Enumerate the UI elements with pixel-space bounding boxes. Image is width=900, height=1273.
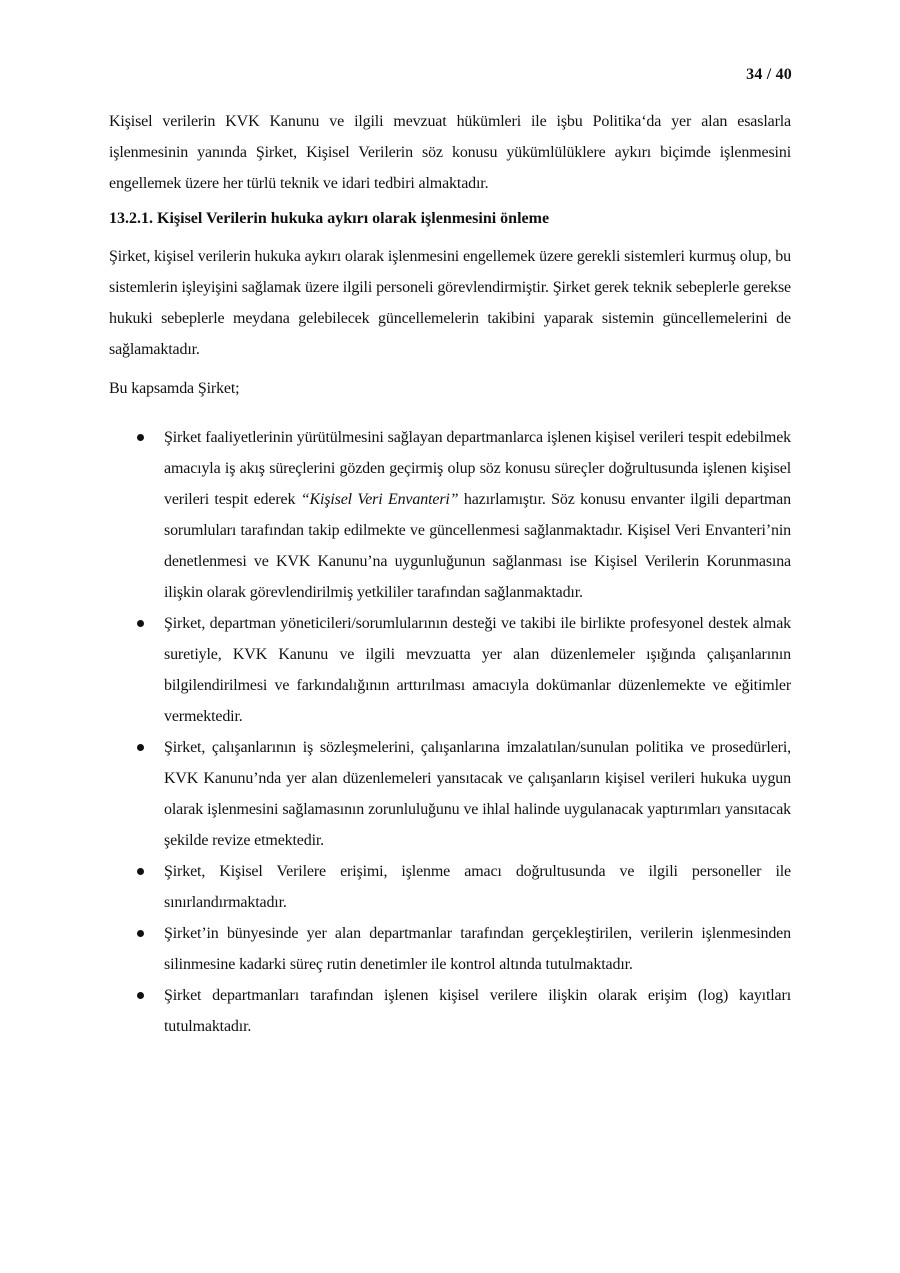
list-item [109,732,791,856]
list-item [109,918,791,980]
list-item-text: Şirket departmanları tarafından işlenen kişisel verilere ilişkin olarak erişim (log) kayıtları tutulmaktadır. [164,987,791,1035]
list-item [109,422,791,608]
list-item [109,980,791,1042]
list-item-text: Şirket, Kişisel Verilere erişimi, işlenme amacı doğrultusunda ve ilgili personeller ile sınırlandırmaktadır. [164,863,791,911]
page-content [109,106,791,1042]
page-number: 34 / 40 [746,66,792,83]
section-paragraph: Şirket, kişisel verilerin hukuka aykırı olarak işlenmesini engellemek üzere gerekli sistemleri kurmuş olup, bu sistemlerin işleyişini sağlamak üzere ilgili personeli görevlendirmiştir. Şirket gerek teknik sebeplerle gerekse hukuki sebeplerle meydana gelebilecek güncellemelerin takibini yaparak sistemin güncellemelerini de sağlamaktadır. [109,248,791,358]
intro-paragraph: Kişisel verilerin KVK Kanunu ve ilgili mevzuat hükümleri ile işbu Politika‘da yer alan esaslarla işlenmesinin yanında Şirket, Kişisel Verilerin söz konusu yükümlülüklere aykırı biçimde işlenmesini engellemek üzere her türlü teknik ve idari tedbiri almaktadır. [109,113,791,192]
bullet-icon [137,434,144,441]
list-item [109,856,791,918]
list-item-text-part: Şirket faaliyetlerinin yürütülmesini sağlayan departmanlarca işlenen kişisel verileri tespit edebilmek amacıyla iş akış süreçlerini gözden geçirmiş olup söz konusu süreçler doğrultusunda işlenen kişisel verileri tespit ederek [164,429,791,508]
bullet-icon [137,620,144,627]
list-item-text: Şirket’in bünyesinde yer alan departmanlar tarafından gerçekleştirilen, verilerin işlenmesinden silinmesine kadarki süreç rutin denetimler ile kontrol altında tutulmaktadır. [164,925,791,973]
list-item [109,608,791,732]
list-item-text: Şirket, departman yöneticileri/sorumlularının desteği ve takibi ile birlikte profesyonel destek almak suretiyle, KVK Kanunu ve ilgili mevzuatta yer alan düzenlemeler ışığında çalışanlarının bilgilendirilmesi ve farkındalığının arttırılması amacıyla dokümanlar düzenlemekte ve eğitimler vermektedir. [164,615,791,725]
list-item-text: Şirket, çalışanlarının iş sözleşmelerini, çalışanlarına imzalatılan/sunulan politika ve prosedürleri, KVK Kanunu’nda yer alan düzenlemeleri yansıtacak ve çalışanların kişisel verileri hukuka uygun olarak işlenmesini sağlamasının zorunluluğunu ve ihlal halinde uygulanacak yaptırımları yansıtacak şekilde revize etmektedir. [164,739,791,849]
list-item-text [164,422,791,608]
bullet-icon [137,868,144,875]
section-heading: 13.2.1. Kişisel Verilerin hukuka aykırı olarak işlenmesini önleme [109,210,550,227]
bullet-icon [137,930,144,937]
inventory-title: “Kişisel Veri Envanteri” [300,491,459,508]
section-lead: Bu kapsamda Şirket; [109,380,240,397]
bullet-icon [137,744,144,751]
bullet-icon [137,992,144,999]
measures-list [109,422,791,1042]
list-item-text-part: hazırlamıştır. Söz konusu envanter ilgili departman sorumluları tarafından takip edilmekte ve güncellenmesi sağlanmaktadır. Kişisel Veri Envanteri’nin denetlenmesi ve KVK Kanunu’na uygunluğunun sağlanması ise Kişisel Verilerin Korunmasına ilişkin olarak görevlendirilmiş yetkililer tarafından sağlanmaktadır. [164,491,791,601]
